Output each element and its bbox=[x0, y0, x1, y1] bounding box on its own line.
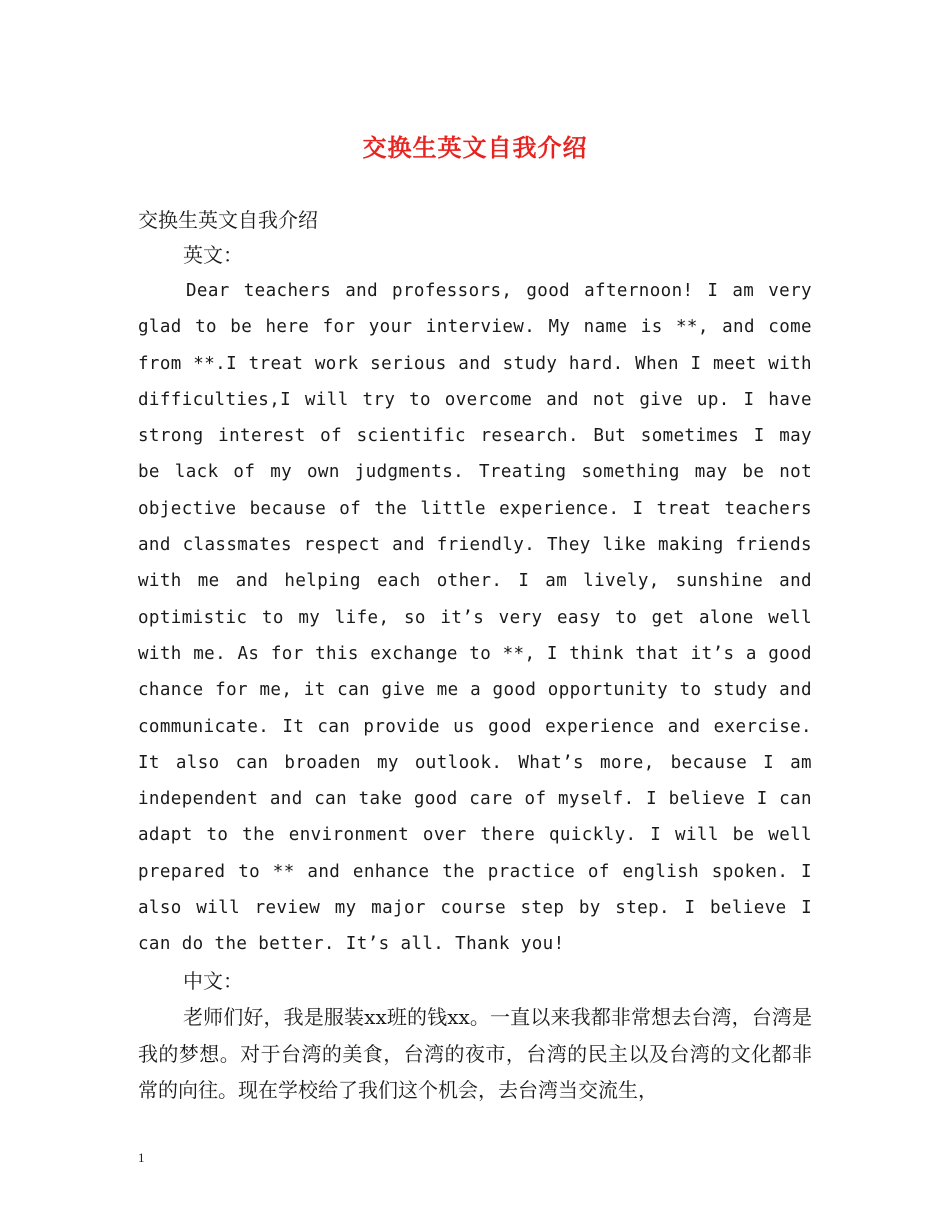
page-number: 1 bbox=[138, 1150, 145, 1165]
chinese-paragraph: 老师们好，我是服装xx班的钱xx。一直以来我都非常想去台湾，台湾是我的梦想。对于台湾的美食，台湾的夜市，台湾的民主以及台湾的文化都非常的向往。现在学校给了我们这个机会，去台湾当交流生， bbox=[138, 1005, 812, 1102]
document-subtitle: 交换生英文自我介绍 bbox=[138, 208, 318, 232]
english-section-label: 英文： bbox=[183, 243, 243, 267]
english-paragraph: Dear teachers and professors, good afternoon! I am very glad to be here for your interview. My name is **, and come from **.I treat work serious and study hard. When I meet with difficulties,I will try to overcome and not give up. I have strong interest of scientific research. But sometimes I may be lack of my own judgments. Treating something may be not objective because of the little experience. I treat teachers and classmates respect and friendly. They like making friends with me and helping each other. I am lively, sunshine and optimistic to my life, so it’s very easy to get alone well with me. As for this exchange to **, I think that it’s a good chance for me, it can give me a good opportunity to study and communicate. It can provide us good experience and exercise. It also can broaden my outlook. What’s more, because I am independent and can take good care of myself. I believe I can adapt to the environment over there quickly. I will be well prepared to ** and enhance the practice of english spoken. I also will review my major course step by step. I believe I can do the better. It’s all. Thank you! bbox=[138, 281, 812, 955]
document-title: 交换生英文自我介绍 bbox=[362, 133, 588, 162]
chinese-section-label: 中文： bbox=[183, 969, 243, 993]
